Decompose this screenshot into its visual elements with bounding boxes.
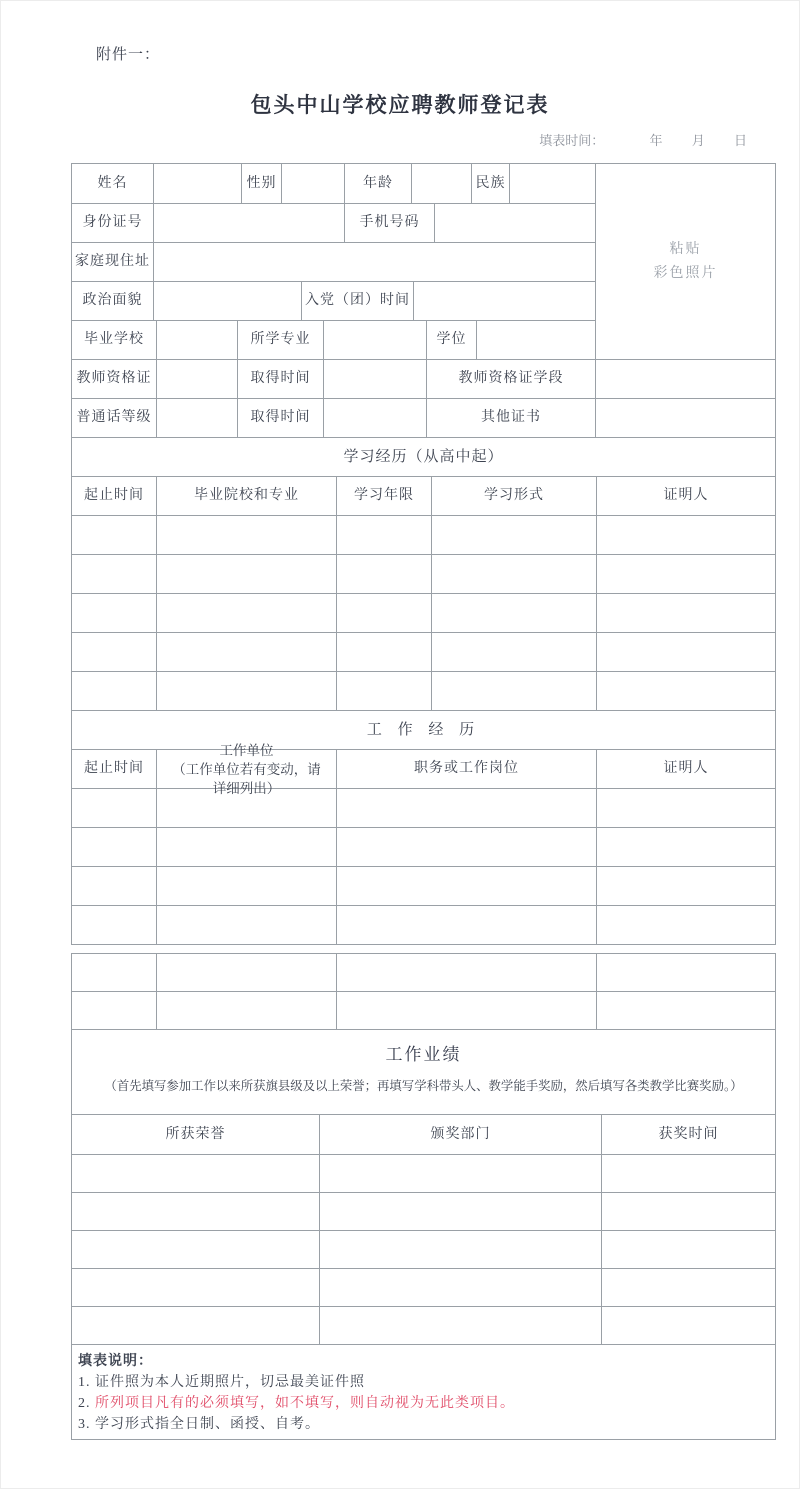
empty-cell[interactable] [320,1193,602,1231]
empty-cell[interactable] [157,594,337,633]
empty-cell[interactable] [337,828,597,867]
work-achievements-header [72,1030,776,1115]
empty-cell[interactable] [72,867,157,906]
empty-cell[interactable] [597,906,776,945]
empty-cell[interactable] [597,992,776,1030]
id-number-label: 身份证号 [72,204,154,243]
empty-cell[interactable] [337,555,432,594]
name-value-cell[interactable] [154,164,242,204]
graduate-school-label: 毕业学校 [72,321,157,360]
work-empty-row [72,992,776,1030]
gender-value-cell[interactable] [282,164,345,204]
work-empty-row [72,867,776,906]
fill-time-line [71,132,775,150]
achievement-empty-row [72,1155,776,1193]
age-label: 年龄 [345,164,412,204]
degree-value-cell[interactable] [477,321,596,360]
form-instructions [72,1345,776,1440]
empty-cell[interactable] [72,1231,320,1269]
study-col-reference: 证明人 [597,477,776,516]
work-achievements-title: 工作业绩 [385,1045,462,1064]
teacher-cert-obtain-time-label: 取得时间 [238,360,324,399]
work-history-section-title: 工 作 经 历 [72,711,776,750]
empty-cell[interactable] [157,992,337,1030]
attachment-label: 附件一： [96,47,161,63]
work-col-unit-line3: 详细列出） [212,780,281,796]
achievement-empty-row [72,1231,776,1269]
party-join-time-label: 入党（团）时间 [302,282,414,321]
major-value-cell[interactable] [324,321,427,360]
degree-label: 学位 [427,321,477,360]
study-col-years: 学习年限 [337,477,432,516]
personal-info-table [71,163,776,945]
study-col-time: 起止时间 [72,477,157,516]
empty-cell[interactable] [157,672,337,711]
empty-cell[interactable] [72,1155,320,1193]
empty-cell[interactable] [72,992,157,1030]
empty-cell[interactable] [597,555,776,594]
empty-cell[interactable] [72,1193,320,1231]
page-title: 包头中山学校应聘教师登记表 [250,93,550,117]
work-empty-row [72,954,776,992]
empty-cell[interactable] [72,906,157,945]
photo-note-line1: 粘贴 [669,241,702,257]
work-empty-row [72,789,776,828]
empty-cell[interactable] [602,1193,776,1231]
other-cert-value-cell[interactable] [596,399,776,438]
empty-cell[interactable] [597,789,776,828]
instructions-title: 填表说明： [78,1354,153,1369]
achievement-empty-row [72,1193,776,1231]
empty-cell[interactable] [337,672,432,711]
empty-cell[interactable] [157,867,337,906]
mandarin-level-value-cell[interactable] [157,399,238,438]
empty-cell[interactable] [337,867,597,906]
home-address-value-cell[interactable] [154,243,596,282]
study-col-school-major: 毕业院校和专业 [157,477,337,516]
mandarin-level-label: 普通话等级 [72,399,157,438]
empty-cell[interactable] [597,594,776,633]
empty-cell[interactable] [72,1269,320,1307]
instruction-item-2-text: 所列项目凡有的必须填写，如不填写，则自动视为无此类项目。 [95,1396,515,1411]
mandarin-obtain-time-label: 取得时间 [238,399,324,438]
empty-cell[interactable] [72,555,157,594]
empty-cell[interactable] [320,1269,602,1307]
empty-cell[interactable] [72,828,157,867]
age-value-cell[interactable] [412,164,472,204]
work-col-unit-line1: 工作单位 [219,742,274,758]
empty-cell[interactable] [157,516,337,555]
empty-cell[interactable] [72,789,157,828]
empty-cell[interactable] [72,516,157,555]
empty-cell[interactable] [597,954,776,992]
instruction-item-1: 1. 证件照为本人近期照片，切忌最美证件照 [78,1375,365,1390]
empty-cell[interactable] [72,1307,320,1345]
study-history-section-title: 学习经历（从高中起） [72,438,776,477]
empty-cell[interactable] [602,1231,776,1269]
empty-cell[interactable] [320,1307,602,1345]
empty-cell[interactable] [157,954,337,992]
empty-cell[interactable] [157,828,337,867]
year-label: 年 [649,133,663,148]
name-label: 姓名 [72,164,154,204]
phone-label: 手机号码 [345,204,435,243]
empty-cell[interactable] [157,906,337,945]
empty-cell[interactable] [602,1307,776,1345]
ach-col-time: 获奖时间 [602,1115,776,1155]
achievement-empty-row [72,1307,776,1345]
work-empty-row [72,906,776,945]
home-address-label: 家庭现住址 [72,243,154,282]
instruction-item-2 [78,1393,767,1414]
work-col-unit-line2: （工作单位若有变动，请 [172,761,321,777]
empty-cell[interactable] [320,1155,602,1193]
table-break-gap [1,945,799,953]
teacher-cert-label: 教师资格证 [72,360,157,399]
empty-cell[interactable] [597,672,776,711]
empty-cell[interactable] [320,1231,602,1269]
empty-cell[interactable] [597,828,776,867]
empty-cell[interactable] [72,672,157,711]
political-status-label: 政治面貌 [72,282,154,321]
ach-col-department: 颁奖部门 [320,1115,602,1155]
teacher-cert-stage-value-cell[interactable] [596,360,776,399]
other-cert-label: 其他证书 [427,399,596,438]
month-label: 月 [691,133,705,148]
instruction-item-2-number: 2. [78,1396,95,1411]
work-col-unit [157,742,337,796]
teacher-cert-stage-label: 教师资格证学段 [427,360,596,399]
ach-col-honor: 所获荣誉 [72,1115,320,1155]
work-col-reference: 证明人 [597,750,776,789]
empty-cell[interactable] [157,633,337,672]
id-number-value-cell[interactable] [154,204,345,243]
fill-time-label: 填表时间： [539,133,605,148]
study-empty-row [72,672,776,711]
work-empty-row [72,828,776,867]
gender-label: 性别 [242,164,282,204]
empty-cell[interactable] [602,1269,776,1307]
political-status-value-cell[interactable] [154,282,302,321]
major-label: 所学专业 [238,321,324,360]
study-empty-row [72,516,776,555]
work-history-continued-table [71,953,776,1030]
empty-cell[interactable] [72,954,157,992]
work-col-position: 职务或工作岗位 [337,750,597,789]
empty-cell[interactable] [337,594,432,633]
phone-value-cell[interactable] [435,204,596,243]
empty-cell[interactable] [157,789,337,828]
study-empty-row [72,633,776,672]
empty-cell[interactable] [337,992,597,1030]
party-join-time-value-cell[interactable] [414,282,596,321]
photo-note-line2: 彩色照片 [653,265,718,281]
study-empty-row [72,555,776,594]
empty-cell[interactable] [432,672,597,711]
study-empty-row [72,594,776,633]
empty-cell[interactable] [597,633,776,672]
empty-cell[interactable] [157,555,337,594]
day-label: 日 [733,133,747,148]
graduate-school-value-cell[interactable] [157,321,238,360]
photo-paste-area[interactable] [596,164,776,360]
ethnicity-value-cell[interactable] [510,164,596,204]
achievement-empty-row [72,1269,776,1307]
teacher-cert-value-cell[interactable] [157,360,238,399]
empty-cell[interactable] [597,867,776,906]
empty-cell[interactable] [432,633,597,672]
ethnicity-label: 民族 [472,164,510,204]
instruction-item-3: 3. 学习形式指全日制、函授、自考。 [78,1417,320,1432]
study-col-form: 学习形式 [432,477,597,516]
empty-cell[interactable] [337,516,432,555]
empty-cell[interactable] [432,516,597,555]
empty-cell[interactable] [337,906,597,945]
empty-cell[interactable] [337,789,597,828]
mandarin-obtain-time-value-cell[interactable] [324,399,427,438]
empty-cell[interactable] [602,1155,776,1193]
empty-cell[interactable] [432,555,597,594]
work-col-time: 起止时间 [72,750,157,789]
empty-cell[interactable] [432,594,597,633]
empty-cell[interactable] [337,954,597,992]
teacher-cert-obtain-time-value-cell[interactable] [324,360,427,399]
work-achievements-note: （首先填写参加工作以来所获旗县级及以上荣誉；再填写学科带头人、教学能手奖励，然后填写各类教学比赛奖励。） [104,1079,743,1093]
work-achievements-table [71,1029,776,1440]
empty-cell[interactable] [72,594,157,633]
empty-cell[interactable] [72,633,157,672]
empty-cell[interactable] [597,516,776,555]
empty-cell[interactable] [337,633,432,672]
